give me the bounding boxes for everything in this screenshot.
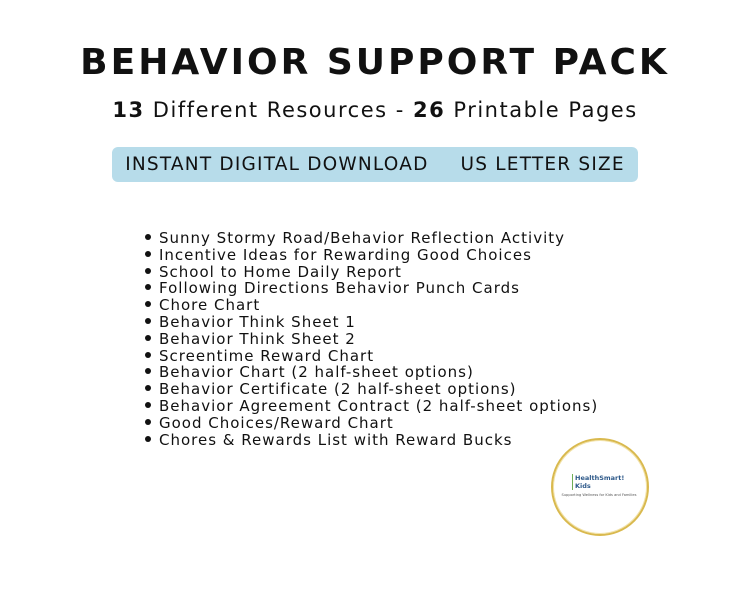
list-item-label: Screentime Reward Chart	[159, 346, 375, 365]
list-item	[145, 297, 598, 314]
bullet-icon	[145, 268, 151, 274]
bullet-icon	[145, 352, 151, 358]
list-item-label: Chore Chart	[159, 296, 261, 315]
list-item	[145, 381, 598, 398]
list-item	[145, 247, 598, 264]
list-item-label: Incentive Ideas for Rewarding Good Choices	[159, 245, 532, 264]
page-subtitle	[0, 98, 750, 122]
list-item-label: Sunny Stormy Road/Behavior Reflection Activity	[159, 229, 565, 247]
bullet-icon	[145, 335, 151, 341]
list-item-label: School to Home Daily Report	[159, 262, 402, 281]
bullet-icon	[145, 251, 151, 257]
list-item-label: Behavior Chart (2 half-sheet options)	[159, 363, 474, 382]
resource-list	[145, 230, 598, 448]
list-item-label: Chores & Rewards List with Reward Bucks	[159, 430, 513, 449]
list-item	[145, 331, 598, 348]
list-item	[145, 432, 598, 449]
bullet-icon	[145, 385, 151, 391]
list-item	[145, 348, 598, 365]
pages-text: Printable Pages	[453, 98, 638, 122]
bullet-icon	[145, 368, 151, 374]
bullet-icon	[145, 318, 151, 324]
bullet-icon	[145, 402, 151, 408]
brand-logo-name: HealthSmart! Kids	[572, 474, 623, 490]
list-item-label: Behavior Certificate (2 half-sheet options)	[159, 380, 517, 399]
bullet-icon	[145, 419, 151, 425]
list-item	[145, 364, 598, 381]
list-item	[145, 230, 598, 247]
list-item	[145, 264, 598, 281]
list-item-label: Following Directions Behavior Punch Cards	[159, 279, 520, 298]
list-item-label: Behavior Agreement Contract (2 half-sheet options)	[159, 396, 599, 415]
list-item-label: Behavior Think Sheet 2	[159, 329, 356, 348]
list-item-label: Behavior Think Sheet 1	[159, 312, 356, 331]
brand-logo-tagline: Supporting Wellness for Kids and Families	[561, 493, 637, 497]
bullet-icon	[145, 436, 151, 442]
resources-text: Different Resources -	[152, 98, 405, 122]
bullet-icon	[145, 301, 151, 307]
list-item	[145, 314, 598, 331]
resources-count: 13	[112, 98, 145, 122]
list-item	[145, 415, 598, 432]
download-label: INSTANT DIGITAL DOWNLOAD	[125, 154, 429, 175]
size-label: US LETTER SIZE	[460, 154, 625, 175]
list-item	[145, 398, 598, 415]
download-banner	[112, 147, 638, 182]
bullet-icon	[145, 284, 151, 290]
list-item	[145, 280, 598, 297]
pages-count: 26	[413, 98, 446, 122]
list-item-label: Good Choices/Reward Chart	[159, 413, 394, 432]
page-title: BEHAVIOR SUPPORT PACK	[80, 42, 670, 83]
bullet-icon	[145, 234, 151, 240]
